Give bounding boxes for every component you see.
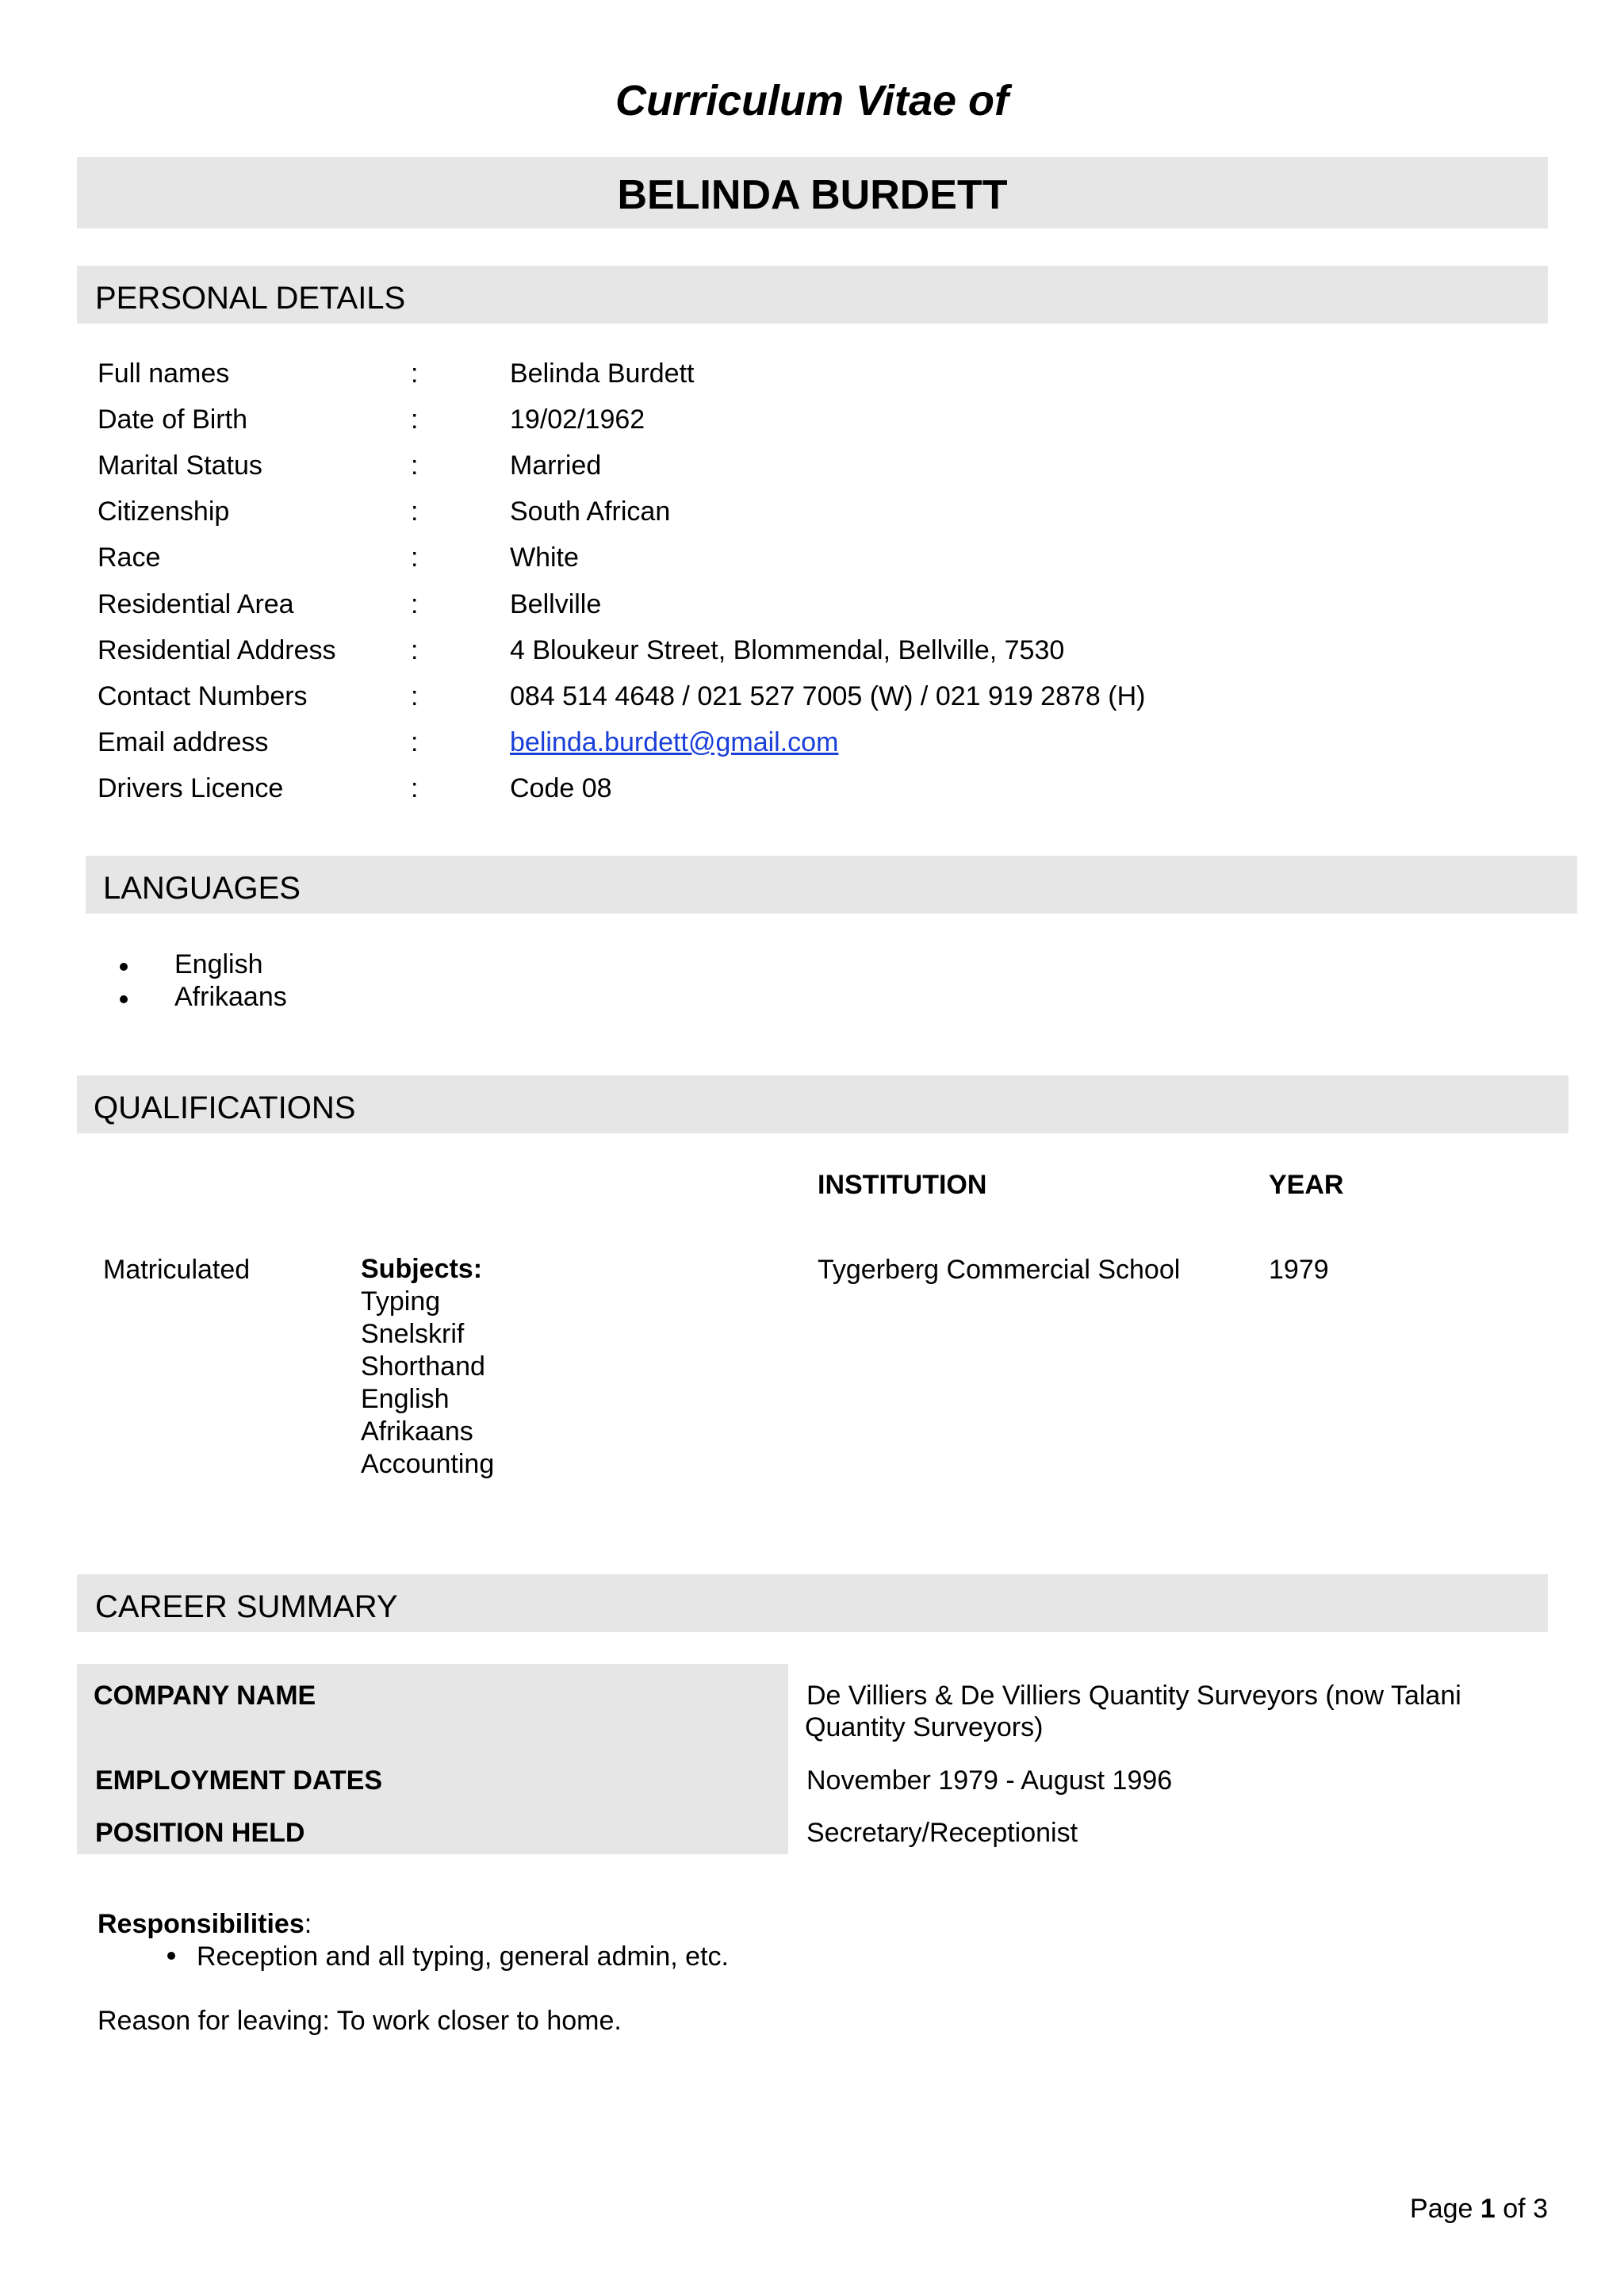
language-item: English xyxy=(174,949,263,979)
reason-for-leaving: Reason for leaving: To work closer to home. xyxy=(98,2006,622,2036)
detail-separator: : xyxy=(411,589,419,619)
institution-column-header: INSTITUTION xyxy=(818,1170,987,1200)
detail-value: Code 08 xyxy=(510,773,612,803)
year-value: 1979 xyxy=(1269,1255,1329,1285)
detail-value: Bellville xyxy=(510,589,602,619)
email-link[interactable]: belinda.burdett@gmail.com xyxy=(510,727,839,757)
detail-label: Contact Numbers xyxy=(98,681,308,711)
company-name-label: COMPANY NAME xyxy=(94,1681,316,1711)
page-of: of xyxy=(1503,2194,1526,2224)
institution-value: Tygerberg Commercial School xyxy=(818,1255,1181,1285)
subject-item: Typing xyxy=(361,1286,441,1317)
responsibilities-heading xyxy=(98,1911,312,1938)
detail-value: 19/02/1962 xyxy=(510,404,645,435)
detail-separator: : xyxy=(411,358,419,389)
detail-label: Residential Address xyxy=(98,635,336,665)
detail-separator: : xyxy=(411,681,419,711)
detail-separator: : xyxy=(411,635,419,665)
detail-label: Date of Birth xyxy=(98,404,247,435)
company-name-value-line1: De Villiers & De Villiers Quantity Surveyors (now Talani xyxy=(806,1681,1461,1711)
detail-value: 4 Bloukeur Street, Blommendal, Bellville, 7530 xyxy=(510,635,1065,665)
position-held-label: POSITION HELD xyxy=(95,1818,305,1848)
subject-item: Snelskrif xyxy=(361,1319,465,1349)
detail-value: Married xyxy=(510,450,602,481)
detail-separator: : xyxy=(411,404,419,435)
bullet-icon xyxy=(120,995,128,1003)
career-summary-heading: CAREER SUMMARY xyxy=(95,1589,398,1624)
detail-value: White xyxy=(510,542,579,573)
detail-value: 084 514 4648 / 021 527 7005 (W) / 021 919 2878 (H) xyxy=(510,681,1146,711)
subject-item: Accounting xyxy=(361,1449,495,1479)
qualifications-heading: QUALIFICATIONS xyxy=(94,1091,356,1125)
position-held-value: Secretary/Receptionist xyxy=(806,1818,1078,1848)
page-number xyxy=(1410,2195,1548,2222)
languages-header xyxy=(86,856,1577,914)
detail-label: Email address xyxy=(98,727,269,757)
page-total: 3 xyxy=(1533,2194,1548,2224)
subjects-label: Subjects: xyxy=(361,1254,483,1284)
subjects-list xyxy=(361,1253,494,1481)
employment-dates-value: November 1979 - August 1996 xyxy=(806,1765,1173,1796)
bullet-icon xyxy=(120,963,128,971)
subject-item: Afrikaans xyxy=(361,1416,473,1447)
detail-label: Race xyxy=(98,542,161,573)
detail-label: Drivers Licence xyxy=(98,773,284,803)
languages-heading: LANGUAGES xyxy=(103,871,301,906)
detail-label: Marital Status xyxy=(98,450,262,481)
responsibilities-colon: : xyxy=(304,1909,312,1939)
detail-separator: : xyxy=(411,450,419,481)
detail-label: Citizenship xyxy=(98,496,230,527)
subject-item: English xyxy=(361,1384,450,1414)
detail-value: Belinda Burdett xyxy=(510,358,695,389)
page-prefix: Page xyxy=(1410,2194,1473,2224)
year-column-header: YEAR xyxy=(1269,1170,1344,1200)
detail-separator: : xyxy=(411,542,419,573)
detail-separator: : xyxy=(411,496,419,527)
page-current: 1 xyxy=(1480,2194,1496,2224)
language-item: Afrikaans xyxy=(174,982,287,1012)
personal-details-heading: PERSONAL DETAILS xyxy=(95,281,406,316)
detail-separator: : xyxy=(411,773,419,803)
company-name-value-line2: Quantity Surveyors) xyxy=(805,1712,1044,1742)
document-title: Curriculum Vitae of xyxy=(615,77,1009,125)
detail-separator: : xyxy=(411,727,419,757)
responsibility-item: Reception and all typing, general admin, etc. xyxy=(197,1941,729,1972)
qualification-name: Matriculated xyxy=(103,1255,251,1285)
bullet-icon xyxy=(167,1952,175,1960)
candidate-name: BELINDA BURDETT xyxy=(617,172,1008,218)
detail-value: South African xyxy=(510,496,671,527)
detail-label: Residential Area xyxy=(98,589,294,619)
employment-dates-label: EMPLOYMENT DATES xyxy=(95,1765,383,1796)
subject-item: Shorthand xyxy=(361,1351,485,1382)
detail-label: Full names xyxy=(98,358,230,389)
responsibilities-label: Responsibilities xyxy=(98,1909,304,1939)
